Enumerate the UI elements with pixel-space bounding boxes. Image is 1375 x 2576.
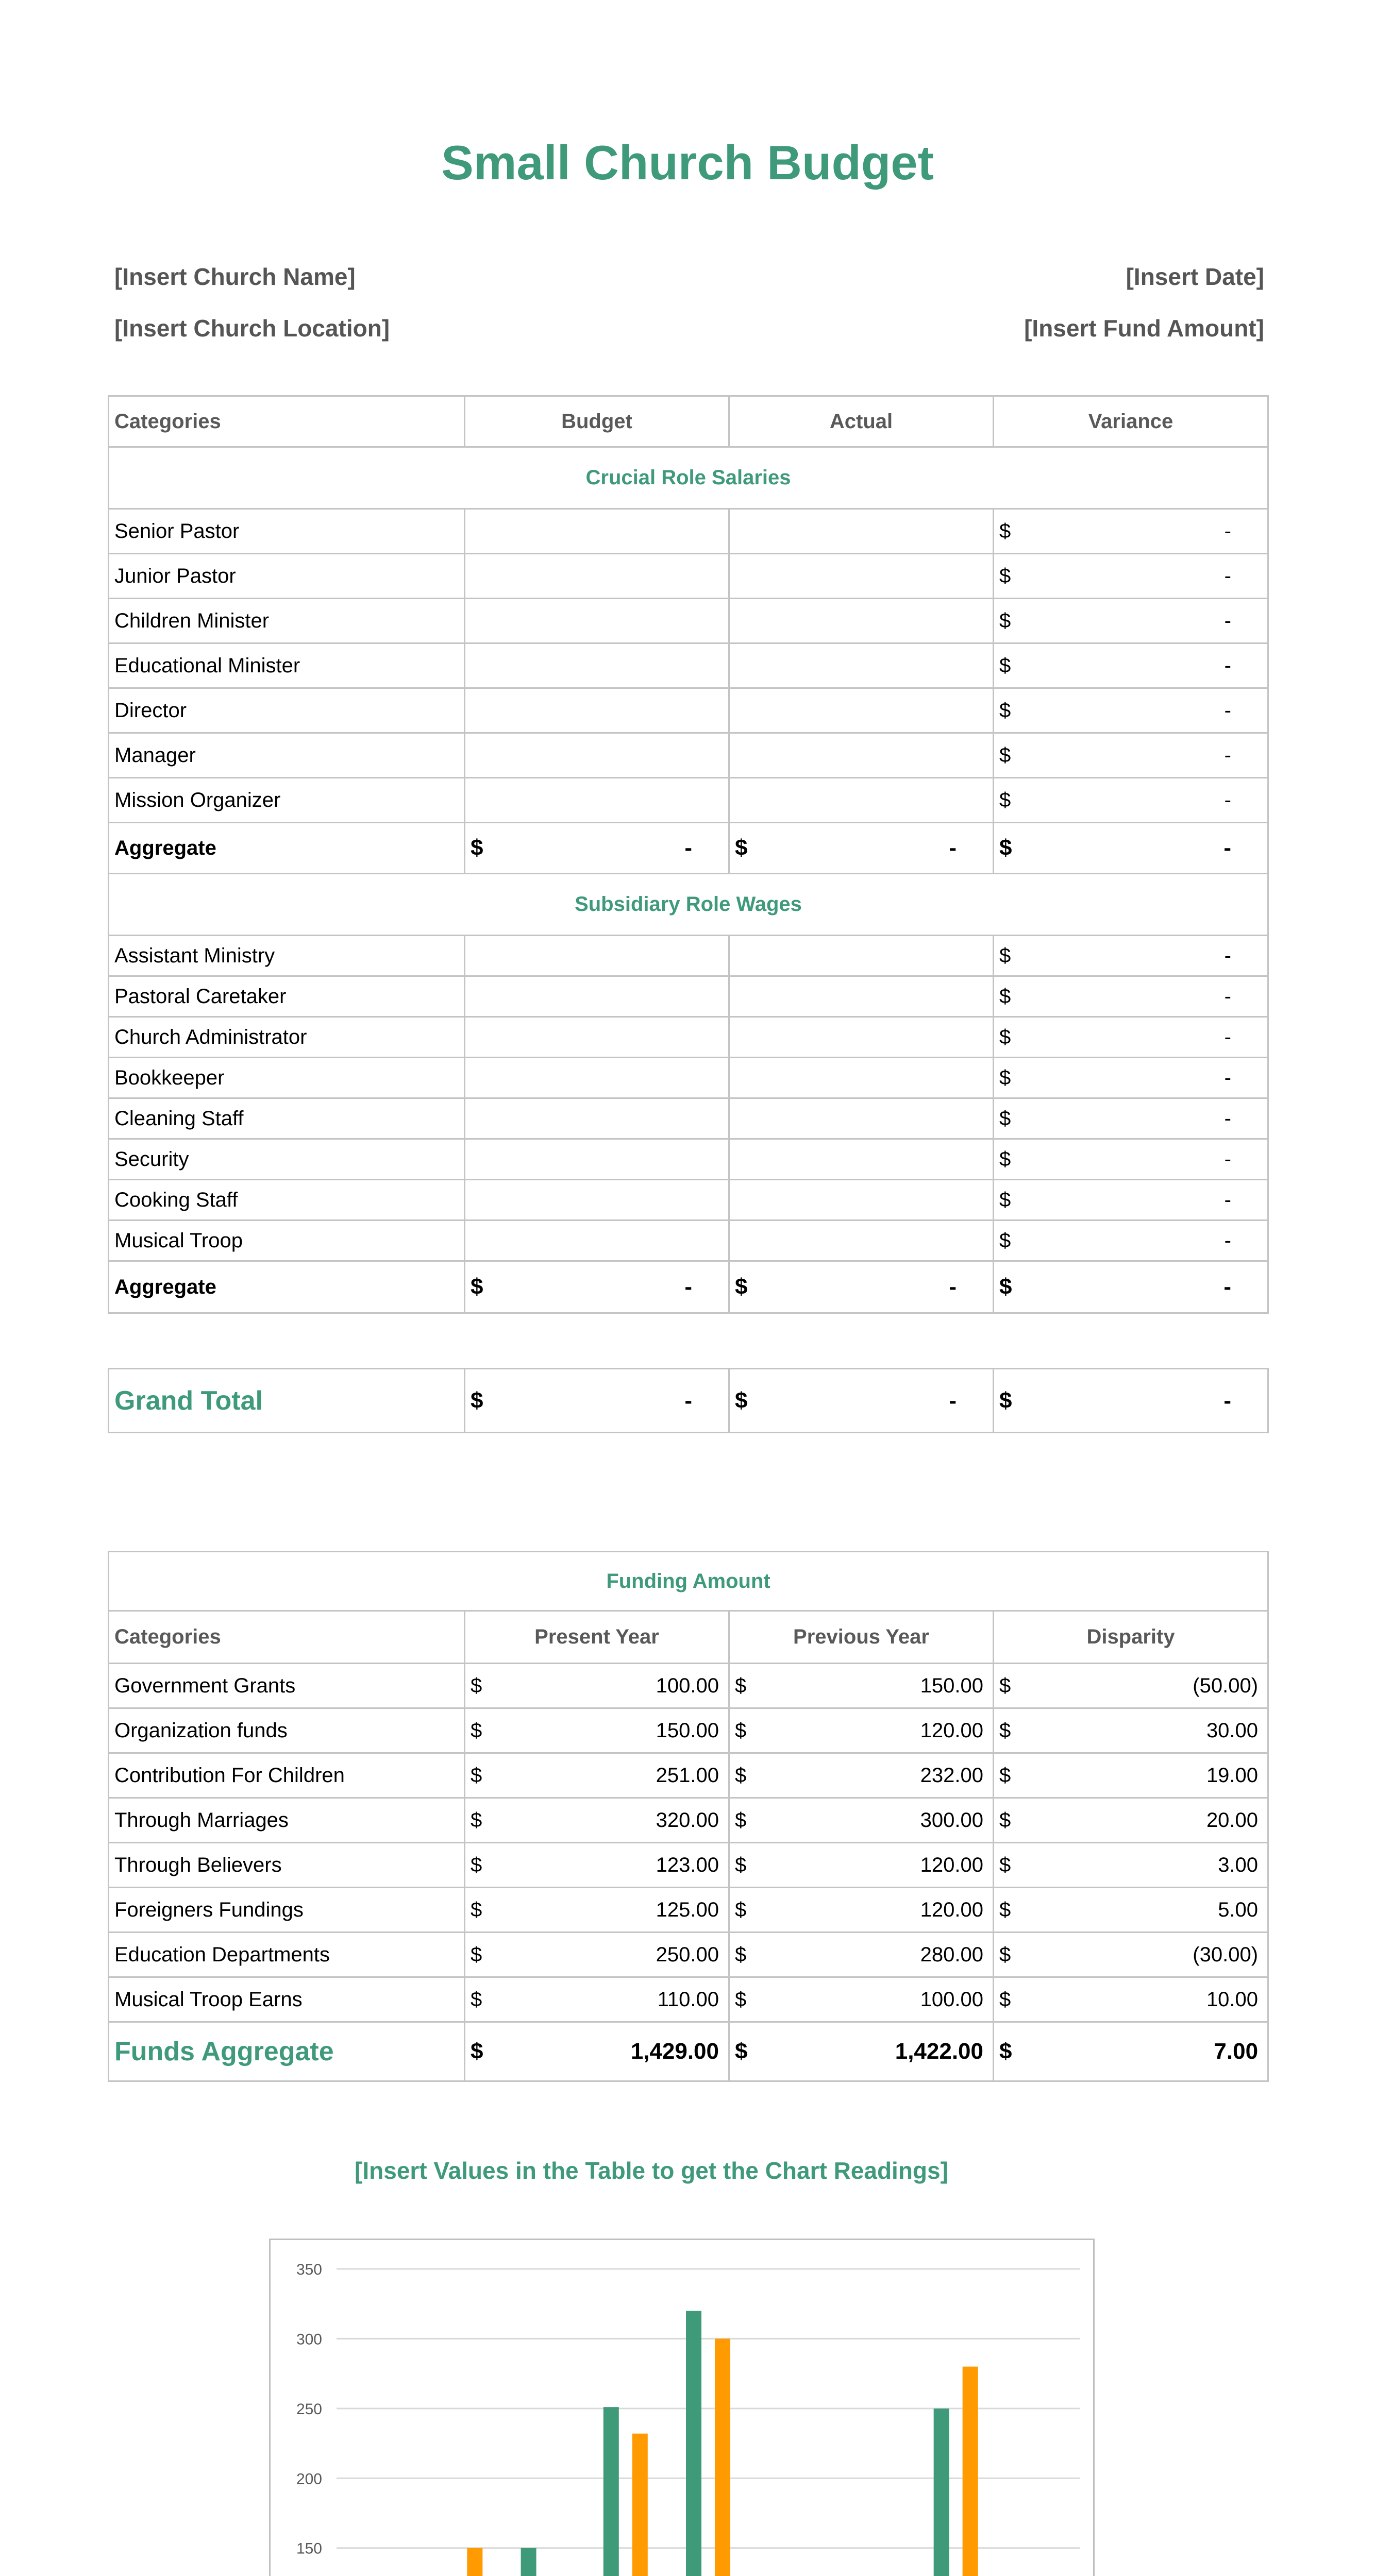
chart-bar — [467, 2548, 482, 2576]
present-year-cell[interactable] — [471, 1988, 723, 2011]
table-row — [109, 1221, 1268, 1261]
currency-symbol: $ — [471, 1988, 482, 2011]
table-row — [109, 1058, 1268, 1098]
currency-symbol: $ — [999, 1808, 1011, 1832]
variance-cell[interactable] — [999, 1148, 1262, 1171]
currency-symbol: $ — [999, 609, 1011, 632]
budget-cell[interactable] — [465, 509, 729, 554]
disparity-cell[interactable] — [999, 1899, 1262, 1922]
grand-total-row — [109, 1369, 1268, 1433]
currency-symbol: $ — [999, 985, 1011, 1008]
total-present-cell[interactable] — [471, 2039, 723, 2064]
category-label: Assistant Ministry — [109, 936, 465, 976]
variance-cell[interactable] — [999, 744, 1262, 767]
currency-symbol: $ — [999, 1107, 1011, 1130]
present-year-cell[interactable] — [471, 1854, 723, 1877]
actual-cell[interactable] — [729, 733, 994, 778]
amount-value: - — [1223, 835, 1231, 860]
budget-cell[interactable] — [465, 1058, 729, 1098]
category-label: Organization funds — [109, 1708, 465, 1753]
funding-chart-svg — [271, 2240, 1093, 2576]
aggregate-variance[interactable] — [999, 835, 1262, 861]
currency-symbol: $ — [735, 1808, 747, 1832]
actual-cell[interactable] — [729, 1139, 994, 1180]
table-row — [109, 1933, 1268, 1977]
variance-cell[interactable] — [999, 654, 1262, 677]
category-label: Senior Pastor — [109, 509, 465, 554]
currency-symbol: $ — [999, 1147, 1011, 1171]
fund-amount-field[interactable]: [Insert Fund Amount] — [1024, 315, 1264, 342]
previous-year-cell[interactable] — [735, 1809, 987, 1832]
grand-total-variance[interactable]: $ - — [999, 1387, 1231, 1413]
currency-symbol: $ — [999, 1719, 1011, 1742]
currency-symbol: $ — [735, 1853, 747, 1876]
table-row — [109, 1664, 1268, 1708]
budget-cell[interactable] — [465, 688, 729, 733]
disparity-cell[interactable] — [999, 1988, 1262, 2011]
amount-value: - — [684, 835, 692, 860]
amount-value: 110.00 — [657, 1988, 719, 2011]
category-label: Manager — [109, 733, 465, 778]
present-year-cell[interactable] — [471, 1719, 723, 1742]
actual-cell[interactable] — [729, 1098, 994, 1139]
currency-symbol: $ — [999, 2039, 1012, 2064]
currency-symbol: $ — [471, 1853, 482, 1876]
section-title-row — [109, 874, 1268, 936]
date-field[interactable]: [Insert Date] — [1126, 263, 1264, 290]
present-year-cell[interactable] — [471, 1674, 723, 1698]
funding-header-row — [109, 1611, 1268, 1664]
currency-symbol: $ — [471, 1764, 482, 1787]
present-year-cell[interactable] — [471, 1809, 723, 1832]
amount-value: 150.00 — [920, 1674, 983, 1697]
currency-symbol: $ — [735, 2039, 748, 2064]
amount-value: (50.00) — [1193, 1674, 1259, 1697]
category-label: Junior Pastor — [109, 554, 465, 599]
aggregate-budget[interactable] — [471, 835, 723, 861]
actual-cell[interactable] — [729, 778, 994, 823]
previous-year-cell[interactable] — [735, 1899, 987, 1922]
currency-symbol: $ — [999, 1943, 1011, 1966]
currency-symbol: $ — [735, 1274, 748, 1299]
budget-cell[interactable] — [465, 1139, 729, 1180]
amount-value: 7.00 — [1214, 2039, 1259, 2064]
column-header: Categories — [109, 1611, 465, 1664]
currency-symbol: $ — [471, 835, 483, 860]
currency-symbol: $ — [735, 1674, 747, 1697]
column-header: Actual — [729, 396, 994, 447]
previous-year-cell[interactable] — [735, 1988, 987, 2011]
currency-symbol: $ — [735, 1943, 747, 1966]
variance-cell[interactable] — [999, 565, 1262, 588]
amount-value: 251.00 — [656, 1764, 719, 1787]
aggregate-actual[interactable] — [735, 1274, 987, 1300]
table-row — [109, 509, 1268, 554]
actual-cell[interactable] — [729, 1017, 994, 1058]
category-label: Musical Troop Earns — [109, 1977, 465, 2022]
actual-cell[interactable] — [729, 688, 994, 733]
y-tick-label: 250 — [296, 2400, 322, 2418]
category-label: Pastoral Caretaker — [109, 976, 465, 1017]
currency-symbol: $ — [999, 1853, 1011, 1876]
grand-total-table — [108, 1368, 1269, 1433]
currency-symbol: $ — [735, 1719, 747, 1742]
section-title-row — [109, 447, 1268, 509]
variance-cell[interactable] — [999, 1026, 1262, 1049]
currency-symbol: $ — [471, 1274, 483, 1299]
amount-value: 30.00 — [1206, 1719, 1259, 1742]
column-header: Disparity — [994, 1611, 1268, 1664]
amount-value: - — [1224, 564, 1231, 587]
category-label: Through Believers — [109, 1843, 465, 1888]
amount-value: - — [1224, 1229, 1231, 1252]
amount-value: - — [1224, 944, 1231, 967]
currency-symbol: $ — [471, 1943, 482, 1966]
currency-symbol: $ — [735, 1988, 747, 2011]
category-label: Musical Troop — [109, 1221, 465, 1261]
category-label: Foreigners Fundings — [109, 1888, 465, 1933]
previous-year-cell[interactable] — [735, 1854, 987, 1877]
currency-symbol: $ — [471, 1674, 482, 1697]
amount-value: 120.00 — [920, 1853, 983, 1876]
column-header: Variance — [994, 396, 1268, 447]
present-year-cell[interactable] — [471, 1764, 723, 1787]
amount-value: 1,422.00 — [895, 2039, 983, 2064]
funding-title-row — [109, 1552, 1268, 1611]
currency-symbol: $ — [999, 699, 1011, 722]
currency-symbol: $ — [735, 1764, 747, 1787]
budget-cell[interactable] — [465, 936, 729, 976]
amount-value: (30.00) — [1193, 1943, 1259, 1966]
amount-value: - — [1224, 699, 1231, 722]
funding-title: Funding Amount — [109, 1552, 1268, 1611]
variance-cell[interactable] — [999, 1189, 1262, 1212]
variance-cell[interactable] — [999, 1229, 1262, 1252]
column-header: Previous Year — [729, 1611, 994, 1664]
category-label: Cooking Staff — [109, 1180, 465, 1221]
previous-year-cell[interactable] — [735, 1674, 987, 1698]
budget-header-row — [109, 396, 1268, 447]
budget-cell[interactable] — [465, 554, 729, 599]
grand-total-label: Grand Total — [114, 1385, 263, 1416]
currency-symbol: $ — [999, 1898, 1011, 1921]
funds-aggregate-label: Funds Aggregate — [109, 2022, 465, 2081]
amount-value: 19.00 — [1206, 1764, 1259, 1787]
chart-bar — [686, 2311, 701, 2576]
amount-value: 250.00 — [656, 1943, 719, 1966]
y-tick-label: 200 — [296, 2470, 322, 2488]
present-year-cell[interactable] — [471, 1943, 723, 1967]
table-row — [109, 1180, 1268, 1221]
budget-table — [108, 395, 1269, 1314]
aggregate-row — [109, 823, 1268, 874]
amount-value: 1,429.00 — [630, 2039, 719, 2064]
currency-symbol: $ — [999, 1764, 1011, 1787]
amount-value: - — [1224, 788, 1231, 811]
category-label: Cleaning Staff — [109, 1098, 465, 1139]
category-label: Contribution For Children — [109, 1753, 465, 1798]
y-tick-label: 300 — [296, 2331, 322, 2348]
currency-symbol: $ — [999, 1025, 1011, 1048]
budget-cell[interactable] — [465, 1221, 729, 1261]
disparity-cell[interactable] — [999, 1854, 1262, 1877]
amount-value: - — [1223, 1274, 1231, 1299]
currency-symbol: $ — [999, 654, 1011, 677]
column-header: Categories — [109, 396, 465, 447]
previous-year-cell[interactable] — [735, 1719, 987, 1742]
variance-cell[interactable] — [999, 1066, 1262, 1090]
amount-value: 300.00 — [920, 1808, 983, 1832]
category-label: Mission Organizer — [109, 778, 465, 823]
table-row — [109, 1753, 1268, 1798]
amount-value: - — [1224, 654, 1231, 677]
table-row — [109, 1843, 1268, 1888]
section-title: Crucial Role Salaries — [109, 447, 1268, 509]
church-location-field[interactable]: [Insert Church Location] — [114, 315, 390, 342]
actual-cell[interactable] — [729, 976, 994, 1017]
budget-cell[interactable] — [465, 1017, 729, 1058]
chart-note: [Insert Values in the Table to get the Chart Readings] — [355, 2157, 948, 2184]
currency-symbol: $ — [471, 1898, 482, 1921]
currency-symbol: $ — [999, 1674, 1011, 1697]
variance-cell[interactable] — [999, 789, 1262, 812]
amount-value: 100.00 — [920, 1988, 983, 2011]
category-label: Church Administrator — [109, 1017, 465, 1058]
amount-value: 232.00 — [920, 1764, 983, 1787]
amount-value: 150.00 — [656, 1719, 719, 1742]
currency-symbol: $ — [999, 1188, 1011, 1211]
budget-cell[interactable] — [465, 1180, 729, 1221]
amount-value: 320.00 — [656, 1808, 719, 1832]
previous-year-cell[interactable] — [735, 1764, 987, 1787]
aggregate-variance[interactable] — [999, 1274, 1262, 1300]
previous-year-cell[interactable] — [735, 1943, 987, 1967]
actual-cell[interactable] — [729, 1058, 994, 1098]
currency-symbol: $ — [735, 1898, 747, 1921]
actual-cell[interactable] — [729, 1180, 994, 1221]
amount-value: - — [1224, 1188, 1231, 1211]
disparity-cell[interactable] — [999, 1674, 1262, 1698]
amount-value: 5.00 — [1218, 1898, 1259, 1921]
amount-value: - — [949, 1274, 957, 1299]
variance-cell[interactable] — [999, 1107, 1262, 1130]
category-label: Children Minister — [109, 599, 465, 643]
variance-cell[interactable] — [999, 520, 1262, 543]
amount-value: - — [1224, 985, 1231, 1008]
category-label: Director — [109, 688, 465, 733]
chart-bar — [963, 2367, 978, 2576]
table-row — [109, 1017, 1268, 1058]
table-row — [109, 1798, 1268, 1843]
currency-symbol: $ — [735, 835, 748, 860]
table-row — [109, 1098, 1268, 1139]
table-row — [109, 1888, 1268, 1933]
currency-symbol: $ — [999, 743, 1011, 767]
amount-value: 120.00 — [920, 1898, 983, 1921]
amount-value: 10.00 — [1206, 1988, 1259, 2011]
funds-aggregate-row — [109, 2022, 1268, 2081]
table-row — [109, 643, 1268, 688]
column-header: Present Year — [465, 1611, 729, 1664]
actual-cell[interactable] — [729, 1221, 994, 1261]
aggregate-label: Aggregate — [109, 823, 465, 874]
table-row — [109, 778, 1268, 823]
aggregate-budget[interactable] — [471, 1274, 723, 1300]
column-header: Budget — [465, 396, 729, 447]
variance-cell[interactable] — [999, 699, 1262, 722]
amount-value: - — [1224, 1147, 1231, 1171]
variance-cell[interactable] — [999, 944, 1262, 968]
table-row — [109, 1139, 1268, 1180]
actual-cell[interactable] — [729, 554, 994, 599]
amount-value: - — [1224, 743, 1231, 767]
currency-symbol: $ — [471, 1719, 482, 1742]
amount-value: - — [1224, 609, 1231, 632]
chart-bar — [603, 2407, 619, 2576]
currency-symbol: $ — [471, 1808, 482, 1832]
table-row — [109, 599, 1268, 643]
aggregate-row — [109, 1261, 1268, 1313]
chart-bar — [934, 2409, 949, 2576]
disparity-cell[interactable] — [999, 1943, 1262, 1967]
total-previous-cell[interactable] — [735, 2039, 987, 2064]
category-label: Government Grants — [109, 1664, 465, 1708]
amount-value: 280.00 — [920, 1943, 983, 1966]
actual-cell[interactable] — [729, 936, 994, 976]
y-tick-label: 350 — [296, 2261, 322, 2278]
currency-symbol: $ — [999, 1988, 1011, 2011]
actual-cell[interactable] — [729, 643, 994, 688]
amount-value: 100.00 — [656, 1674, 719, 1697]
church-name-field[interactable]: [Insert Church Name] — [114, 263, 356, 290]
amount-value: - — [1224, 1025, 1231, 1048]
currency-symbol: $ — [999, 1066, 1011, 1089]
category-label: Through Marriages — [109, 1798, 465, 1843]
chart-bar — [521, 2548, 536, 2576]
variance-cell[interactable] — [999, 609, 1262, 633]
table-row — [109, 733, 1268, 778]
total-disparity-cell[interactable] — [999, 2039, 1262, 2064]
aggregate-label: Aggregate — [109, 1261, 465, 1313]
currency-symbol: $ — [999, 788, 1011, 811]
currency-symbol: $ — [999, 519, 1011, 543]
table-row — [109, 554, 1268, 599]
table-row — [109, 688, 1268, 733]
amount-value: 125.00 — [656, 1898, 719, 1921]
table-row — [109, 1977, 1268, 2022]
amount-value: - — [949, 835, 957, 860]
amount-value: - — [1224, 519, 1231, 543]
actual-cell[interactable] — [729, 599, 994, 643]
amount-value: 120.00 — [920, 1719, 983, 1742]
category-label: Security — [109, 1139, 465, 1180]
variance-cell[interactable] — [999, 985, 1262, 1008]
amount-value: - — [1224, 1107, 1231, 1130]
amount-value: - — [1224, 1066, 1231, 1089]
section-title: Subsidiary Role Wages — [109, 874, 1268, 936]
budget-cell[interactable] — [465, 733, 729, 778]
actual-cell[interactable] — [729, 509, 994, 554]
page-title: Small Church Budget — [441, 135, 934, 190]
aggregate-actual[interactable] — [735, 835, 987, 861]
amount-value: - — [684, 1274, 692, 1299]
currency-symbol: $ — [999, 1274, 1012, 1299]
budget-cell[interactable] — [465, 778, 729, 823]
funding-chart — [269, 2239, 1095, 2576]
table-row — [109, 936, 1268, 976]
category-label: Educational Minister — [109, 643, 465, 688]
budget-cell[interactable] — [465, 599, 729, 643]
table-row — [109, 976, 1268, 1017]
currency-symbol: $ — [471, 2039, 483, 2064]
chart-bar — [632, 2434, 648, 2576]
budget-cell[interactable] — [465, 1098, 729, 1139]
chart-bar — [715, 2338, 730, 2576]
grand-total-actual[interactable]: $ - — [735, 1387, 957, 1413]
present-year-cell[interactable] — [471, 1899, 723, 1922]
funding-table — [108, 1551, 1269, 2082]
currency-symbol: $ — [999, 564, 1011, 587]
category-label: Bookkeeper — [109, 1058, 465, 1098]
disparity-cell[interactable] — [999, 1764, 1262, 1787]
table-row — [109, 1708, 1268, 1753]
budget-cell[interactable] — [465, 643, 729, 688]
amount-value: 123.00 — [656, 1853, 719, 1876]
currency-symbol: $ — [999, 835, 1012, 860]
currency-symbol: $ — [999, 944, 1011, 967]
budget-cell[interactable] — [465, 976, 729, 1017]
disparity-cell[interactable] — [999, 1719, 1262, 1742]
category-label: Education Departments — [109, 1933, 465, 1977]
amount-value: 3.00 — [1218, 1853, 1259, 1876]
grand-total-budget[interactable]: $ - — [471, 1387, 692, 1413]
disparity-cell[interactable] — [999, 1809, 1262, 1832]
y-tick-label: 150 — [296, 2540, 322, 2557]
currency-symbol: $ — [999, 1229, 1011, 1252]
amount-value: 20.00 — [1206, 1808, 1259, 1832]
